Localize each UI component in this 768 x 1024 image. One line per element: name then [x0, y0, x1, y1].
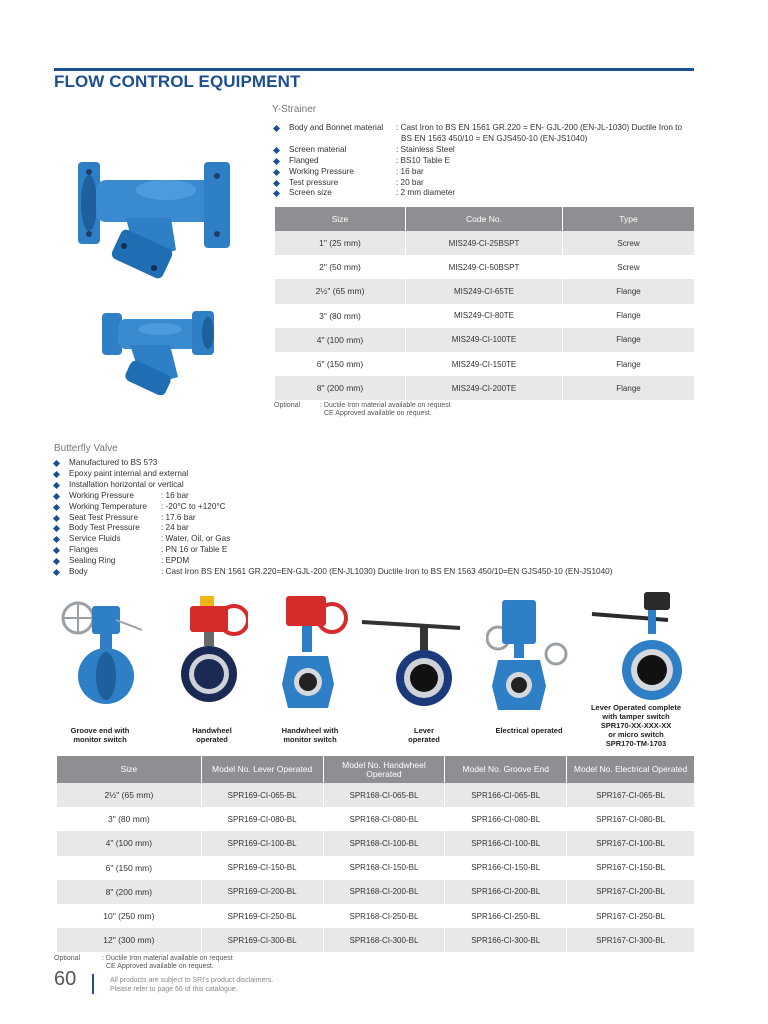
caption-line: monitor switch: [283, 735, 337, 744]
column-header: Model No. Groove End: [445, 756, 566, 783]
table-cell: Flange: [563, 376, 694, 400]
table-cell: 4" (100 mm): [275, 328, 405, 352]
spec-value: : 17.6 bar: [161, 512, 196, 522]
footer-disclaimer: [110, 977, 273, 994]
spec-item: [54, 469, 694, 480]
ystrainer-table: [274, 207, 695, 400]
bullet-icon: [53, 569, 60, 576]
caption-line: or micro switch: [608, 730, 664, 739]
caption-line: SPR170-TM-1703: [605, 739, 667, 748]
caption-line: monitor switch: [73, 735, 127, 744]
table-cell: SPR168-CI-250-BL: [324, 904, 445, 928]
table-cell: 4" (100 mm): [57, 831, 201, 855]
caption-line: Handwheel: [192, 726, 232, 735]
table-cell: SPR169-CI-250-BL: [202, 904, 323, 928]
column-header: Code No.: [406, 207, 562, 231]
spec-item: [54, 523, 694, 534]
table-cell: SPR167-CI-200-BL: [567, 880, 694, 904]
handwheel-valve-image: [178, 594, 248, 710]
spec-value: : 20 bar: [396, 177, 424, 187]
table-cell: MIS249-CI-80TE: [406, 304, 562, 328]
table-cell: SPR166-CI-065-BL: [445, 783, 566, 807]
bullet-icon: [53, 525, 60, 532]
table-cell: 8" (200 mm): [57, 880, 201, 904]
spec-value: : 16 bar: [161, 490, 189, 500]
table-row: [57, 904, 694, 928]
table-cell: 2½" (65 mm): [57, 783, 201, 807]
table-cell: SPR166-CI-100-BL: [445, 831, 566, 855]
groove-end-valve-image: [56, 598, 144, 710]
bullet-icon: [53, 558, 60, 565]
table-row: [275, 304, 694, 328]
spec-item: [274, 123, 694, 134]
bullet-icon: [273, 125, 280, 132]
spec-label: Seat Test Pressure: [69, 512, 139, 522]
spec-item: [54, 513, 694, 524]
table-cell: SPR166-CI-250-BL: [445, 904, 566, 928]
table-cell: SPR167-CI-150-BL: [567, 856, 694, 880]
bullet-icon: [273, 179, 280, 186]
caption-lever: [384, 726, 464, 744]
table-cell: SPR168-CI-300-BL: [324, 928, 445, 952]
table-cell: Flange: [563, 328, 694, 352]
spec-item: [274, 178, 694, 189]
caption-handwheel: [172, 726, 252, 744]
table-cell: SPR166-CI-200-BL: [445, 880, 566, 904]
table-cell: SPR167-CI-065-BL: [567, 783, 694, 807]
spec-label: Sealing Ring: [69, 556, 116, 566]
spec-value: : 2 mm diameter: [396, 188, 456, 198]
butterfly-table: [56, 756, 695, 952]
table-cell: MIS249-CI-65TE: [406, 279, 562, 303]
spec-item: [54, 502, 694, 513]
bullet-icon: [53, 471, 60, 478]
spec-value: : EPDM: [161, 556, 190, 566]
spec-item: [54, 480, 694, 491]
spec-item: [274, 167, 694, 178]
ystrainer-title: Y-Strainer: [272, 104, 317, 115]
page-number: 60: [54, 968, 77, 990]
spec-continuation: [274, 134, 694, 145]
caption-line: operated: [196, 735, 228, 744]
spec-value: : Cast Iron to BS EN 1561 GR.220 = EN- GJL-200 (EN-JL-1030) Ductile Iron to: [396, 123, 683, 132]
bullet-icon: [53, 547, 60, 554]
table-cell: 6" (150 mm): [275, 352, 405, 376]
title-rule: [54, 68, 694, 71]
spec-value: BS EN 1563 450/10 = EN GJS450-10 (EN-JS1040): [401, 133, 588, 143]
table-row: [275, 255, 694, 279]
table-cell: 6" (150 mm): [57, 856, 201, 880]
handwheel-monitor-valve-image: [282, 592, 348, 710]
page-title: FLOW CONTROL EQUIPMENT: [54, 72, 301, 91]
bullet-icon: [53, 514, 60, 521]
spec-item: [54, 534, 694, 545]
table-cell: SPR169-CI-300-BL: [202, 928, 323, 952]
spec-value: : -20°C to +120°C: [161, 501, 226, 511]
table-cell: 2" (50 mm): [275, 255, 405, 279]
bullet-icon: [53, 536, 60, 543]
spec-label: Body Test Pressure: [69, 523, 140, 533]
table-cell: Flange: [563, 352, 694, 376]
spec-label: Screen material: [289, 144, 347, 154]
caption-line: Lever: [413, 726, 434, 735]
table-cell: SPR166-CI-300-BL: [445, 928, 566, 952]
bullet-icon: [273, 169, 280, 176]
butterfly-optional-line-2: CE Approved available on request.: [106, 963, 214, 970]
table-cell: Screw: [563, 231, 694, 255]
table-cell: SPR168-CI-080-BL: [324, 807, 445, 831]
table-cell: 8" (200 mm): [275, 376, 405, 400]
bullet-icon: [273, 147, 280, 154]
table-cell: SPR167-CI-080-BL: [567, 807, 694, 831]
column-header: Type: [563, 207, 694, 231]
caption-lever-tamper: [580, 703, 692, 748]
table-cell: Screw: [563, 255, 694, 279]
bullet-icon: [53, 460, 60, 467]
spec-value: : Cast Iron BS EN 1561 GR.220=EN-GJL-200 (EN-JL1030) Ductile Iron to BS EN 1563 450/10=EN GJS450-10 (EN-JS1040): [161, 567, 613, 577]
spec-label: Body and Bonnet material: [289, 123, 384, 132]
ystrainer-optional-label: Optional: [274, 402, 301, 409]
table-row: [275, 352, 694, 376]
caption-handwheel-monitor: [270, 726, 350, 744]
table-cell: SPR168-CI-200-BL: [324, 880, 445, 904]
spec-label: Flanged: [289, 155, 319, 165]
table-cell: 1" (25 mm): [275, 231, 405, 255]
table-cell: SPR166-CI-080-BL: [445, 807, 566, 831]
caption-electrical: [484, 726, 574, 735]
table-cell: 12" (300 mm): [57, 928, 201, 952]
spec-label: Service Fluids: [69, 534, 121, 544]
table-cell: SPR166-CI-150-BL: [445, 856, 566, 880]
table-cell: 3" (80 mm): [57, 807, 201, 831]
column-header: Model No. Lever Operated: [202, 756, 323, 783]
table-cell: SPR168-CI-065-BL: [324, 783, 445, 807]
table-row: [57, 831, 694, 855]
table-cell: MIS249-CI-100TE: [406, 328, 562, 352]
table-row: [275, 328, 694, 352]
spec-item: [54, 556, 694, 567]
table-row: [57, 807, 694, 831]
table-cell: 10" (250 mm): [57, 904, 201, 928]
spec-value: : PN 16 or Table E: [161, 545, 228, 555]
bullet-icon: [53, 482, 60, 489]
table-row: [275, 279, 694, 303]
table-cell: MIS249-CI-150TE: [406, 352, 562, 376]
table-row: [275, 376, 694, 400]
electrical-valve-image: [486, 598, 572, 710]
caption-line: Handwheel with: [281, 726, 339, 735]
spec-value: : BS10 Table E: [396, 155, 451, 165]
spec-label: Working Pressure: [289, 166, 354, 176]
table-row: [57, 928, 694, 952]
ystrainer-optional-line-1: : Ductile Iron material available on request: [320, 402, 451, 409]
spec-item: [274, 156, 694, 167]
butterfly-title: Butterfly Valve: [54, 443, 118, 454]
disclaimer-line: All products are subject to SRI's product disclaimers.: [110, 977, 274, 984]
spec-label: Working Temperature: [69, 501, 147, 511]
table-cell: SPR167-CI-100-BL: [567, 831, 694, 855]
table-row: [57, 856, 694, 880]
spec-value: : Stainless Steel: [396, 144, 455, 154]
ystrainer-specs: [274, 123, 694, 199]
table-cell: SPR167-CI-250-BL: [567, 904, 694, 928]
table-cell: SPR169-CI-065-BL: [202, 783, 323, 807]
spec-value: : 16 bar: [396, 166, 424, 176]
spec-label: Working Pressure: [69, 490, 134, 500]
butterfly-optional-line-1: : Ductile Iron material available on request: [102, 955, 233, 962]
spec-item: [54, 567, 694, 578]
table-cell: MIS249-CI-50BSPT: [406, 255, 562, 279]
table-cell: Flange: [563, 304, 694, 328]
spec-item: [274, 145, 694, 156]
spec-value: : Water, Oil, or Gas: [161, 534, 231, 544]
table-cell: SPR169-CI-080-BL: [202, 807, 323, 831]
caption-line: Lever Operated complete: [590, 703, 682, 712]
caption-line: Groove end with: [70, 726, 130, 735]
table-cell: SPR169-CI-200-BL: [202, 880, 323, 904]
column-header: Model No. Electrical Operated: [567, 756, 694, 783]
caption-groove-end: [56, 726, 144, 744]
caption-line: operated: [408, 735, 440, 744]
spec-label: Screen size: [289, 188, 332, 198]
spec-label: Epoxy paint internal and external: [69, 468, 189, 478]
bullet-icon: [273, 190, 280, 197]
caption-line: Electrical operated: [495, 726, 563, 735]
table-row: [57, 880, 694, 904]
table-row: [275, 231, 694, 255]
spec-item: [54, 491, 694, 502]
table-cell: 2½" (65 mm): [275, 279, 405, 303]
spec-label: Body: [69, 567, 88, 577]
spec-item: [54, 545, 694, 556]
table-cell: MIS249-CI-200TE: [406, 376, 562, 400]
table-cell: MIS249-CI-25BSPT: [406, 231, 562, 255]
lever-tamper-valve-image: [588, 590, 688, 702]
lever-valve-image: [360, 614, 470, 710]
bullet-icon: [273, 158, 280, 165]
table-cell: 3" (80 mm): [275, 304, 405, 328]
butterfly-optional-label: Optional: [54, 955, 81, 962]
column-header: Model No. Handwheel Operated: [324, 756, 445, 783]
column-header: Size: [57, 756, 201, 783]
spec-value: : 24 bar: [161, 523, 189, 533]
disclaimer-line: Please refer to page 66 of this catalogue.: [110, 985, 238, 993]
caption-line: with tamper switch: [602, 712, 670, 721]
table-cell: SPR167-CI-300-BL: [567, 928, 694, 952]
table-cell: SPR169-CI-100-BL: [202, 831, 323, 855]
ystrainer-optional-line-2: CE Approved available on request.: [324, 410, 432, 417]
table-row: [57, 783, 694, 807]
table-header-row: [275, 207, 694, 231]
table-cell: SPR168-CI-150-BL: [324, 856, 445, 880]
bullet-icon: [53, 504, 60, 511]
butterfly-specs: [54, 458, 694, 578]
y-strainer-screwed-image: [100, 305, 218, 395]
spec-label: Manufactured to BS 5?3: [69, 458, 158, 467]
spec-item: [274, 188, 694, 199]
table-cell: SPR168-CI-100-BL: [324, 831, 445, 855]
spec-label: Installation horizontal or vertical: [69, 479, 184, 489]
spec-label: Test pressure: [289, 177, 339, 187]
y-strainer-flanged-image: [76, 150, 240, 290]
table-header-row: [57, 756, 694, 783]
column-header: Size: [275, 207, 405, 231]
spec-label: Flanges: [69, 545, 99, 555]
table-cell: Flange: [563, 279, 694, 303]
spec-item: [54, 458, 694, 469]
bullet-icon: [53, 493, 60, 500]
caption-line: SPR170-XX-XXX-XX: [600, 721, 672, 730]
table-cell: SPR169-CI-150-BL: [202, 856, 323, 880]
footer-divider: [92, 974, 94, 994]
